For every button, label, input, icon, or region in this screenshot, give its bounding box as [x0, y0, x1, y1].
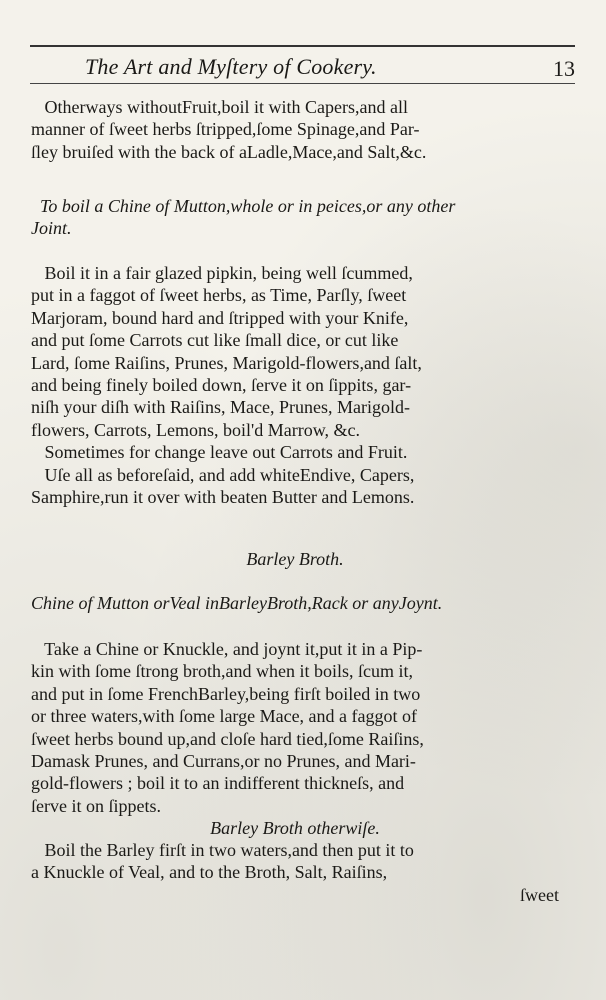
text-line: Damask Prunes, and Currans,or no Prunes, and Mari-	[31, 751, 416, 772]
heading-line: Barley Broth.	[246, 549, 344, 569]
running-head: The Art and Myſtery of Cookery.	[85, 54, 377, 79]
text-line: Marjoram, bound hard and ſtripped with your Knife,	[31, 307, 409, 328]
text-line: manner of ſweet herbs ſtripped,ſome Spinage,and Par-	[31, 119, 420, 140]
text-line: Lard, ſome Raiſins, Prunes, Marigold-flowers,and ſalt,	[31, 352, 422, 373]
heading-chine-of-mutton	[31, 195, 559, 239]
text-line: niſh your diſh with Raiſins, Mace, Prunes, Marigold-	[31, 397, 410, 418]
text-line: ſerve it on ſippets.	[31, 795, 161, 816]
text-line: or three waters,with ſome large Mace, and a faggot of	[31, 706, 418, 727]
text-line: and put ſome Carrots cut like ſmall dice, or cut like	[31, 330, 399, 351]
text-line: ſweet herbs bound up,and cloſe hard tied,ſome Raiſins,	[31, 728, 424, 749]
text-line: Take a Chine or Knuckle, and joynt it,put it in a Pip-	[31, 639, 423, 659]
text-line: kin with ſome ſtrong broth,and when it boils, ſcum it,	[31, 661, 413, 682]
text-line: flowers, Carrots, Lemons, boil'd Marrow, &c.	[31, 419, 361, 440]
heading-line: Joint.	[31, 218, 72, 238]
text-line: gold-flowers ; boil it to an indifferent thickneſs, and	[31, 773, 405, 794]
text-line: Sometimes for change leave out Carrots and Fruit.	[31, 442, 408, 463]
text-line: Samphire,run it over with beaten Butter and Lemons.	[31, 487, 415, 508]
text-line: ſley bruiſed with the back of aLadle,Mace,and Salt,&c.	[31, 141, 427, 162]
top-rule	[30, 45, 575, 47]
paragraph-capers	[31, 96, 559, 163]
text-line: a Knuckle of Veal, and to the Broth, Salt, Raiſins,	[31, 862, 388, 883]
header-rule	[30, 83, 575, 84]
heading-barley-broth-otherwise	[31, 817, 559, 839]
paragraph-boil-pipkin	[31, 262, 559, 508]
page-header	[30, 50, 575, 80]
text-line: Boil it in a fair glazed pipkin, being well ſcummed,	[31, 263, 413, 283]
text-line: put in a faggot of ſweet herbs, as Time, Parſly, ſweet	[31, 285, 407, 306]
heading-line: Barley Broth otherwiſe.	[210, 818, 380, 838]
heading-chine-in-barley-broth	[31, 592, 559, 614]
paragraph-knuckle	[31, 638, 559, 817]
heading-line: To boil a Chine of Mutton,whole or in peices,or any other	[31, 196, 456, 216]
text-line: and put in ſome FrenchBarley,being firſt boiled in two	[31, 683, 421, 704]
text-line: Otherways withoutFruit,boil it with Capers,and all	[31, 97, 408, 117]
text-line: Boil the Barley firſt in two waters,and then put it to	[31, 840, 414, 860]
page-number: 13	[553, 56, 575, 81]
catchword: ſweet	[520, 884, 559, 905]
heading-barley-broth	[31, 548, 559, 570]
text-line: Uſe all as beforeſaid, and add whiteEndive, Capers,	[31, 464, 415, 485]
heading-line: Chine of Mutton orVeal inBarleyBroth,Rack or anyJoynt.	[31, 593, 443, 613]
paragraph-boil-barley	[31, 839, 559, 906]
text-line: and being finely boiled down, ſerve it on ſippits, gar-	[31, 375, 412, 396]
